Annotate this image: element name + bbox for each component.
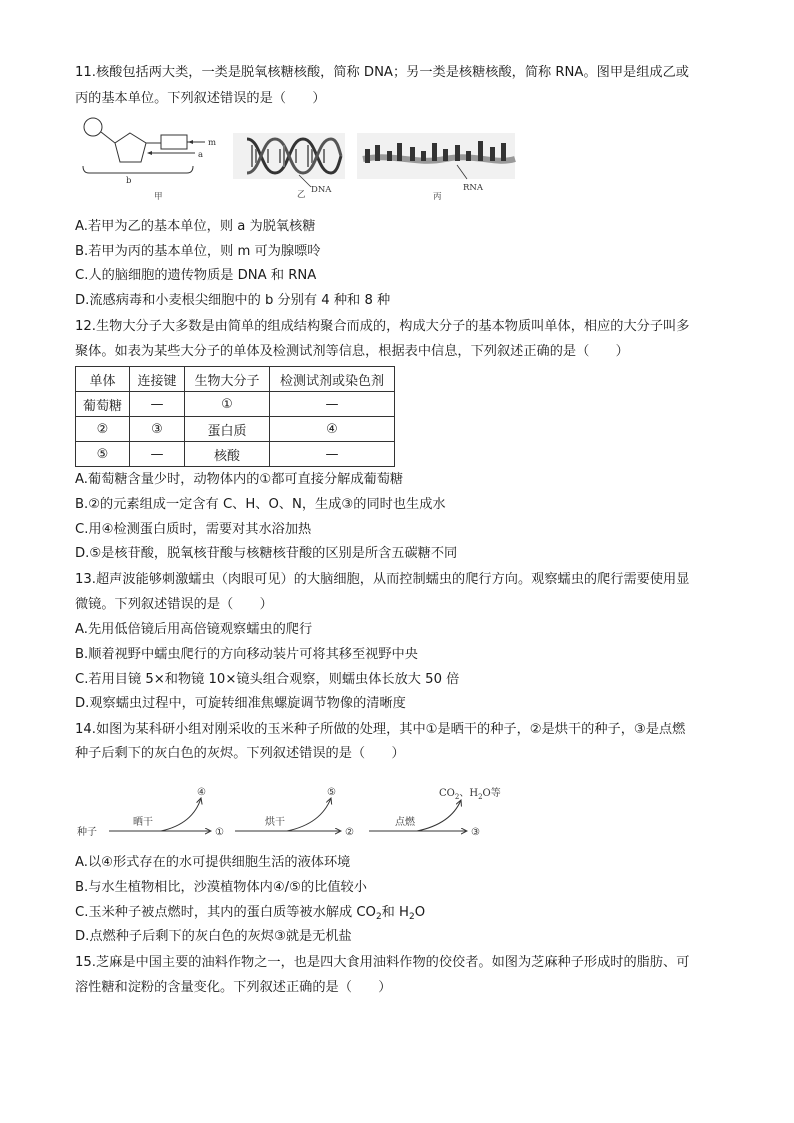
table-header-cell: 检测试剂或染色剂	[270, 367, 395, 392]
q14-stem-line1: 14.如图为某科研小组对刚采收的玉米种子所做的处理，其中①是晒干的种子，②是烘干的种子，③是点燃	[75, 722, 686, 737]
q12-table	[75, 366, 395, 467]
caption-jia: 甲	[154, 192, 163, 202]
q11-option-c: C.人的脑细胞的遗传物质是 DNA 和 RNA	[75, 268, 317, 283]
q11-option-d: D.流感病毒和小麦根尖细胞中的 b 分别有 4 种和 8 种	[75, 293, 391, 308]
q15-stem-line2: 溶性糖和淀粉的含量变化。下列叙述正确的是（ ）	[75, 980, 392, 995]
label-n4: ④	[197, 787, 206, 798]
table-cell: —	[130, 442, 185, 467]
q14-option-c: C.玉米种子被点燃时，其内的蛋白质等被水解成 $CO_2$和 $H_2O$	[75, 905, 426, 922]
nucleotide-diagram	[83, 118, 205, 173]
q12-stem-line1: 12.生物大分子大多数是由简单的组成结构聚合而成的，构成大分子的基本物质叫单体，相应的大分子叫多	[75, 319, 690, 334]
q14-flow-diagram	[75, 780, 525, 842]
label-n5: ⑤	[327, 787, 336, 798]
q15-stem-line1: 15.芝麻是中国主要的油料作物之一，也是四大食用油料作物的佼佼者。如图为芝麻种子形成时的脂肪、可	[75, 955, 690, 970]
label-co2-h2o: $CO_2$、$H_2O$等	[439, 788, 501, 801]
q13-option-c: C.若用目镜 5×和物镜 10×镜头组合观察，则蠕虫体长放大 50 倍	[75, 672, 460, 687]
q13-option-b: B.顺着视野中蠕虫爬行的方向移动装片可将其移至视野中央	[75, 647, 418, 662]
table-row	[76, 417, 395, 442]
table-cell: —	[270, 392, 395, 417]
label-n1: ①	[215, 827, 224, 838]
table-cell: ⑤	[76, 442, 130, 467]
table-row	[76, 392, 395, 417]
q12-option-b: B.②的元素组成一定含有 C、H、O、N，生成③的同时也生成水	[75, 497, 446, 512]
label-n3: ③	[471, 827, 480, 838]
table-cell: 核酸	[185, 442, 270, 467]
label-oven-dry: 烘干	[265, 817, 285, 828]
q13-option-a: A.先用低倍镜后用高倍镜观察蠕虫的爬行	[75, 622, 313, 637]
q12-stem-line2: 聚体。如表为某些大分子的单体及检测试剂等信息，根据表中信息，下列叙述正确的是（ ）	[75, 344, 629, 359]
q12-option-c: C.用④检测蛋白质时，需要对其水浴加热	[75, 522, 312, 537]
label-dna: DNA	[311, 185, 332, 195]
table-header-row	[76, 367, 395, 392]
q14-option-a: A.以④形式存在的水可提供细胞生活的液体环境	[75, 855, 351, 870]
table-header-cell: 连接键	[130, 367, 185, 392]
q11-option-b: B.若甲为丙的基本单位，则 m 可为腺嘌呤	[75, 244, 321, 259]
table-cell: ②	[76, 417, 130, 442]
table-cell: —	[130, 392, 185, 417]
table-row	[76, 442, 395, 467]
table-cell: ③	[130, 417, 185, 442]
table-cell: 葡萄糖	[76, 392, 130, 417]
table-cell: ④	[270, 417, 395, 442]
caption-yi: 乙	[297, 190, 306, 200]
q13-stem-line1: 13.超声波能够刺激蠕虫（肉眼可见）的大脑细胞，从而控制蠕虫的爬行方向。观察蠕虫的爬行需要使用显	[75, 572, 690, 587]
q11-stem-line2: 丙的基本单位。下列叙述错误的是（ ）	[75, 91, 326, 106]
q11-stem-line1: 11.核酸包括两大类，一类是脱氧核糖核酸，简称 DNA；另一类是核糖核酸，简称 RNA。图甲是组成乙或	[75, 65, 689, 80]
label-m: m	[208, 138, 217, 148]
label-sun-dry: 晒干	[133, 817, 153, 828]
table-cell: ①	[185, 392, 270, 417]
q13-stem-line2: 微镜。下列叙述错误的是（ ）	[75, 597, 273, 612]
table-cell: —	[270, 442, 395, 467]
rna-strand-image	[357, 133, 515, 179]
label-ignite: 点燃	[395, 817, 415, 828]
label-a: a	[198, 150, 204, 160]
q13-option-d: D.观察蠕虫过程中，可旋转细准焦螺旋调节物像的清晰度	[75, 696, 406, 711]
table-header-cell: 生物大分子	[185, 367, 270, 392]
q12-option-d: D.⑤是核苷酸，脱氧核苷酸与核糖核苷酸的区别是所含五碳糖不同	[75, 546, 458, 561]
q14-stem-line2: 种子后剩下的灰白色的灰烬。下列叙述错误的是（ ）	[75, 746, 405, 761]
caption-bing: 丙	[433, 192, 442, 202]
q11-figure	[75, 113, 525, 205]
q11-option-a: A.若甲为乙的基本单位，则 a 为脱氧核糖	[75, 219, 316, 234]
q12-option-a: A.葡萄糖含量少时，动物体内的①都可直接分解成葡萄糖	[75, 472, 404, 487]
table-header-cell: 单体	[76, 367, 130, 392]
label-n2: ②	[345, 827, 354, 838]
table-cell: 蛋白质	[185, 417, 270, 442]
label-rna: RNA	[463, 183, 483, 193]
label-b: b	[126, 176, 132, 186]
dna-helix-image	[233, 133, 345, 187]
label-seed: 种子	[77, 827, 97, 838]
q14-option-d: D.点燃种子后剩下的灰白色的灰烬③就是无机盐	[75, 929, 352, 944]
q14-option-b: B.与水生植物相比，沙漠植物体内④/⑤的比值较小	[75, 880, 367, 895]
